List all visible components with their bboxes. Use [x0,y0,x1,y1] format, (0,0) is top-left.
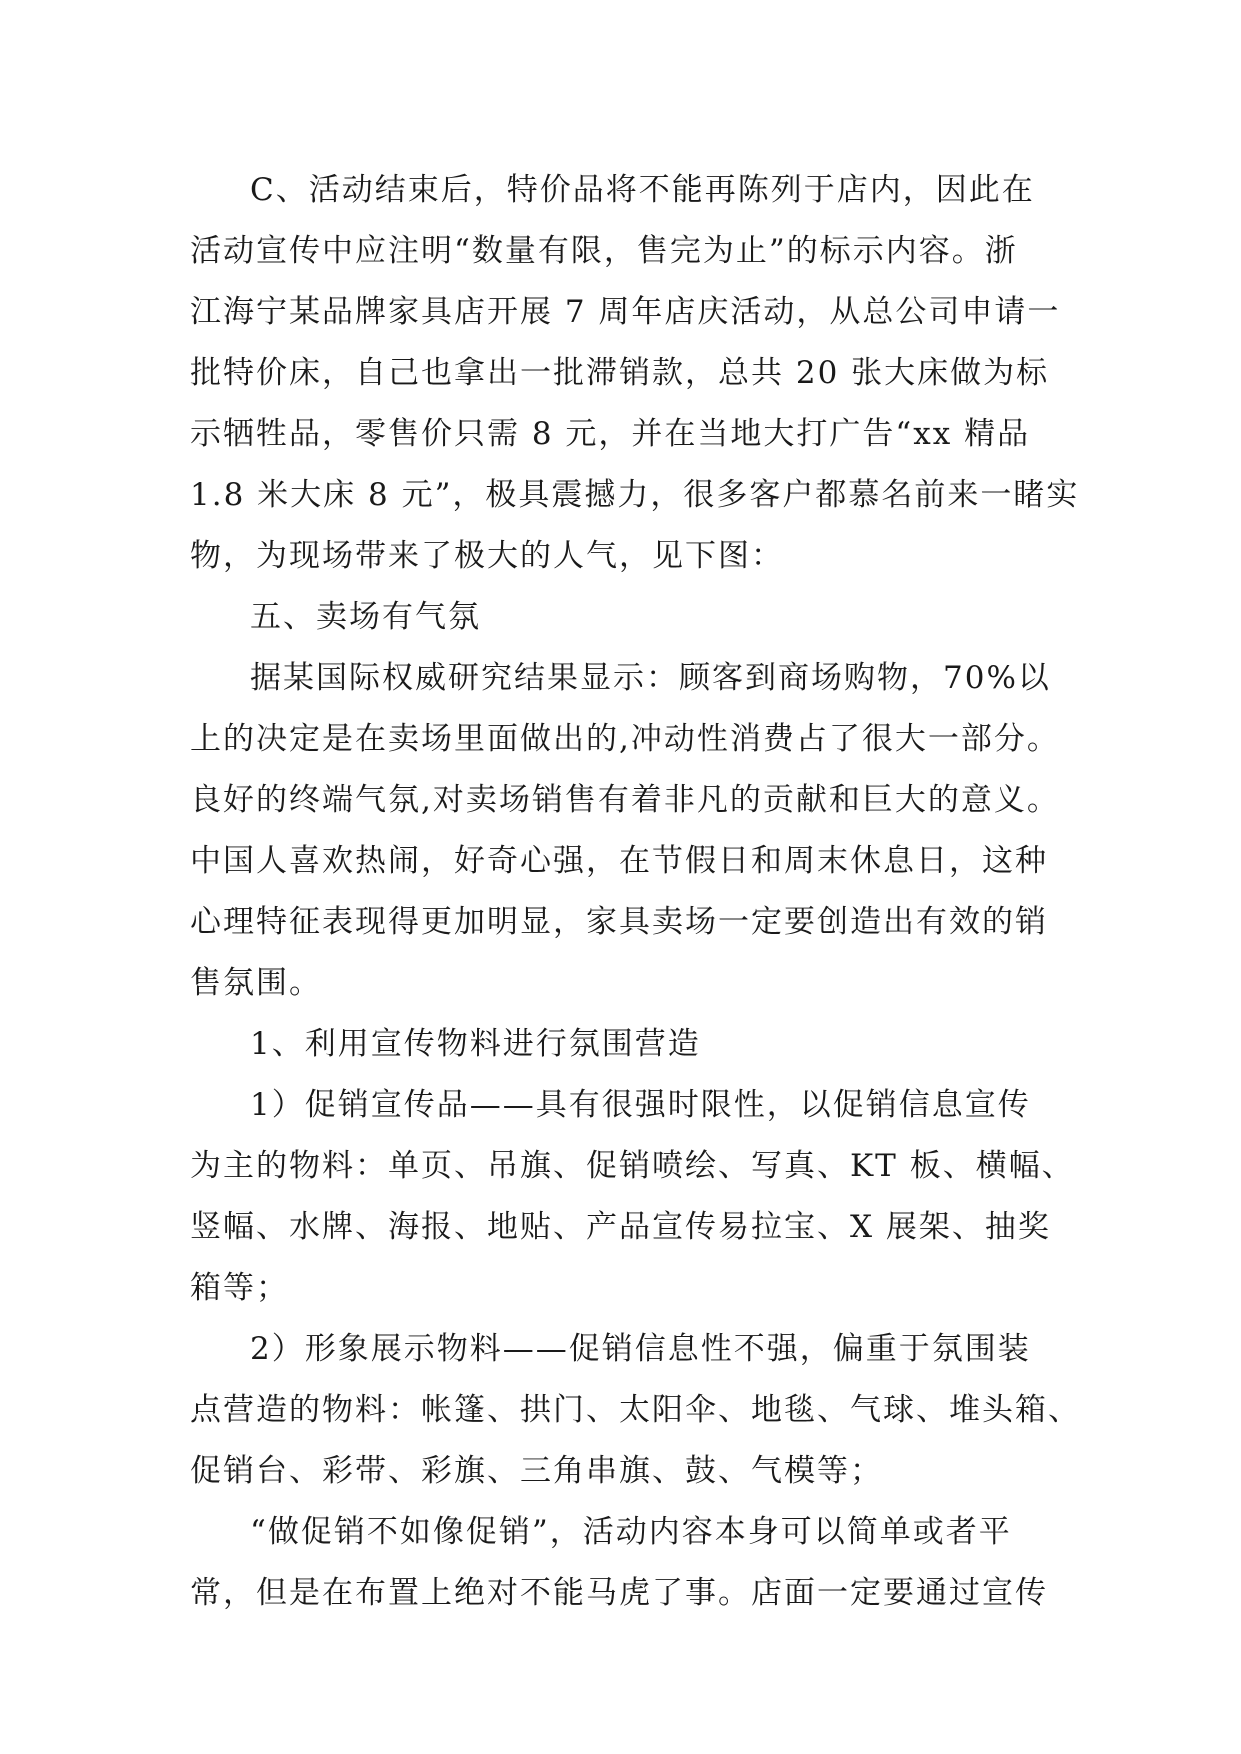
text-line: 心理特征表现得更加明显，家具卖场一定要创造出有效的销 [190,904,1048,940]
text-line: 据某国际权威研究结果显示：顾客到商场购物，70%以 [250,660,1051,696]
document-body [190,160,1081,1624]
text-line: “做促销不如像促销”，活动内容本身可以简单或者平 [250,1514,1012,1550]
text-line: 良好的终端气氛,对卖场销售有着非凡的贡献和巨大的意义。 [190,782,1060,818]
section-heading: 五、卖场有气氛 [250,599,481,635]
text-line: 2）形象展示物料——促销信息性不强，偏重于氛围装 [250,1331,1031,1367]
text-line: 活动宣传中应注明“数量有限，售完为止”的标示内容。浙 [190,233,1018,269]
text-line: 竖幅、水牌、海报、地贴、产品宣传易拉宝、X 展架、抽奖 [190,1209,1051,1245]
text-line: 为主的物料：单页、吊旗、促销喷绘、写真、KT 板、横幅、 [190,1148,1075,1184]
text-line: 点营造的物料：帐篷、拱门、太阳伞、地毯、气球、堆头箱、 [190,1392,1081,1428]
text-line: 中国人喜欢热闹，好奇心强，在节假日和周末休息日，这种 [190,843,1048,879]
text-line: 售氛围。 [190,965,322,1001]
subsection-heading: 1、利用宣传物料进行氛围营造 [250,1026,701,1062]
text-line: 示牺牲品，零售价只需 8 元，并在当地大打广告“xx 精品 [190,416,1031,452]
text-line: 1.8 米大床 8 元”，极具震撼力，很多客户都慕名前来一睹实 [190,477,1080,513]
text-line: 江海宁某品牌家具店开展 7 周年店庆活动，从总公司申请一 [190,294,1061,330]
text-line: C、活动结束后，特价品将不能再陈列于店内，因此在 [250,172,1035,208]
text-line: 促销台、彩带、彩旗、三角串旗、鼓、气模等； [190,1453,883,1489]
text-line: 物，为现场带来了极大的人气，见下图： [190,538,784,574]
text-line: 上的决定是在卖场里面做出的,冲动性消费占了很大一部分。 [190,721,1060,757]
text-line: 1）促销宣传品——具有很强时限性，以促销信息宣传 [250,1087,1031,1123]
text-line: 常，但是在布置上绝对不能马虎了事。店面一定要通过宣传 [190,1575,1048,1611]
text-line: 批特价床，自己也拿出一批滞销款，总共 20 张大床做为标 [190,355,1050,391]
text-line: 箱等； [190,1270,289,1306]
